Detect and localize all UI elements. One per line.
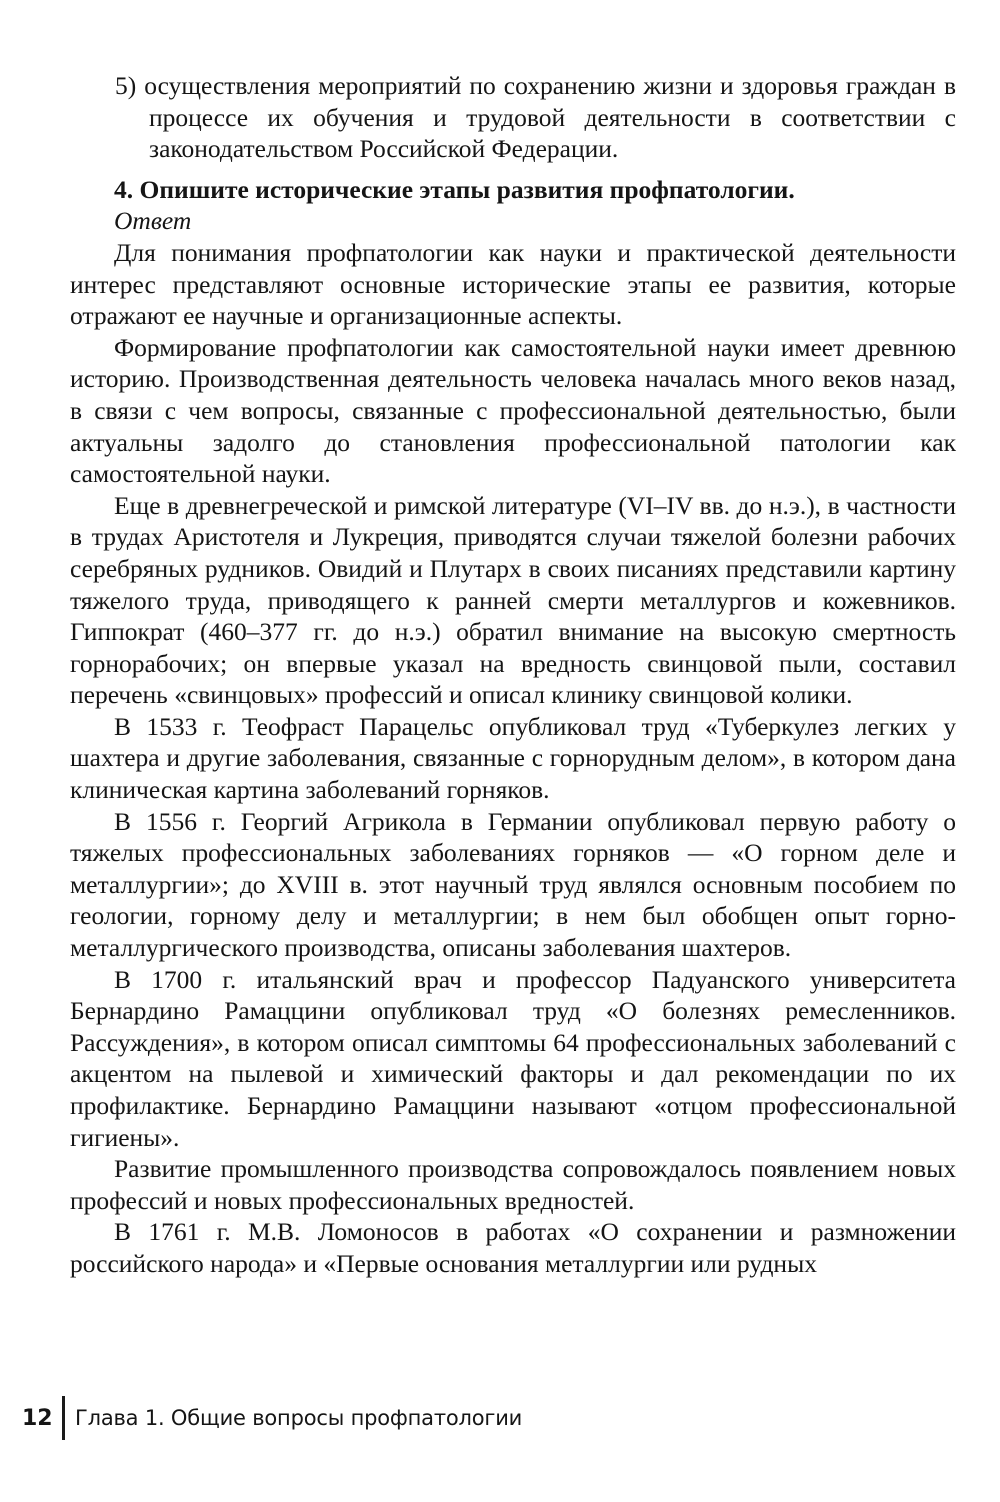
paragraph: Развитие промышленного производства сопровождалось появлением новых профессий и новых профессиональных вредностей. bbox=[70, 1154, 956, 1215]
paragraph: В 1533 г. Теофраст Парацельс опубликовал труд «Туберкулез легких у шахтера и другие заболевания, связанные с горнорудным делом», в котором дана клиническая картина заболеваний горняков. bbox=[70, 711, 956, 805]
page-number: 12 bbox=[22, 1405, 53, 1431]
paragraph: В 1556 г. Георгий Агрикола в Германии опубликовал первую работу о тяжелых профессиональных заболеваниях горняков — «О горном деле и металлургии»; до XVIII в. этот научный труд являлся основным пособием по геологии, горному делу и металлургии; в нем был обобщен опыт горно-металлургического производства, описаны заболевания шахтеров. bbox=[70, 806, 956, 963]
page-footer bbox=[22, 1398, 522, 1438]
paragraph: Формирование профпатологии как самостоятельной науки имеет древнюю историю. Производственная деятельность человека началась много веков назад, в связи с чем вопросы, связанные с профессиональной деятельностью, были актуальны задолго до становления профессиональной патологии как самостоятельной науки. bbox=[70, 332, 956, 489]
footer-divider bbox=[62, 1396, 65, 1440]
paragraph: В 1700 г. итальянский врач и профессор Падуанского университета Бернардино Рамаццини опубликовал труд «О болезнях ремесленников. Рассуждения», в котором описал симптомы 64 профессиональных заболеваний с акцентом на пылевой и химический факторы и дал рекомендации по их профилактике. Бернардино Рамаццини называют «отцом профессиональной гигиены». bbox=[70, 964, 956, 1152]
answer-label: Ответ bbox=[114, 206, 192, 236]
list-item-5: 5) осуществления мероприятий по сохранению жизни и здоровья граждан в процессе их обучения и трудовой деятельности в соответствии с законодательством Российской Федерации. bbox=[115, 71, 956, 164]
paragraph: Еще в древнегреческой и римской литературе (VI–IV вв. до н.э.), в частности в трудах Аристотеля и Лукреция, приводятся случаи тяжелой болезни рабочих серебряных рудников. Овидий и Плутарх в своих писаниях представили картину тяжелого труда, приводящего к ранней смерти металлургов и кожевников. Гиппократ (460–377 гг. до н.э.) обратил внимание на высокую смертность горнорабочих; он впервые указал на вредность свинцовой пыли, составил перечень «свинцовых» профессий и описал клинику свинцовой колики. bbox=[70, 490, 956, 710]
running-chapter-title: Глава 1. Общие вопросы профпатологии bbox=[75, 1406, 523, 1430]
paragraph: Для понимания профпатологии как науки и практической деятельности интерес представляют основные исторические этапы ее развития, которые отражают ее научные и организационные аспекты. bbox=[70, 237, 956, 331]
question-heading: 4. Опишите исторические этапы развития профпатологии. bbox=[114, 174, 795, 204]
paragraph: В 1761 г. М.В. Ломоносов в работах «О сохранении и размножении российского народа» и «Первые основания металлургии или рудных bbox=[70, 1217, 956, 1278]
page-body bbox=[70, 70, 956, 1280]
